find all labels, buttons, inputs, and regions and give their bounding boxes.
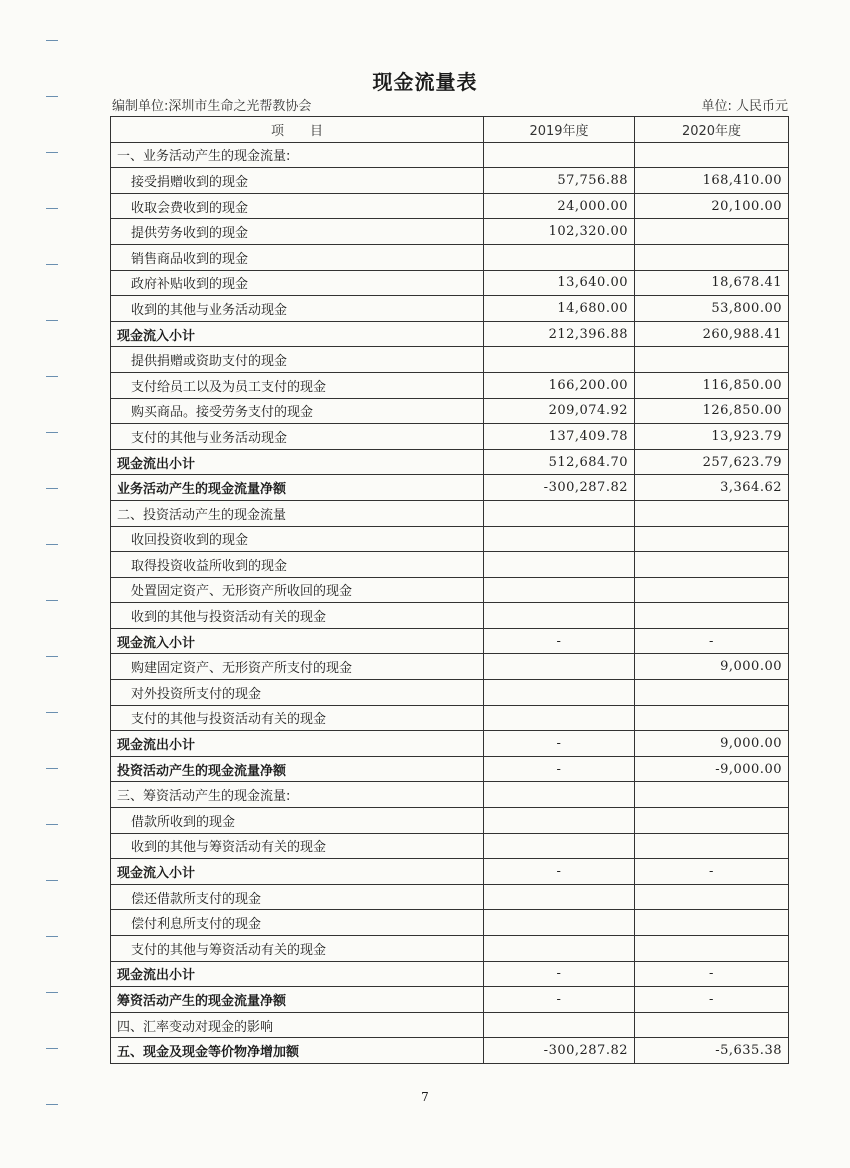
value-2019: [484, 500, 635, 526]
row-label: 投资活动产生的现金流量净额: [111, 756, 484, 782]
row-label: 政府补贴收到的现金: [111, 270, 484, 296]
table-row: [111, 321, 789, 347]
value-2020: -: [635, 628, 789, 654]
row-label: 偿还借款所支付的现金: [111, 884, 484, 910]
row-label: 收到的其他与投资活动有关的现金: [111, 603, 484, 629]
row-label: 四、汇率变动对现金的影响: [111, 1012, 484, 1038]
value-2020: [635, 833, 789, 859]
binder-tick: [46, 96, 58, 97]
binder-margin: [0, 0, 70, 1168]
value-2019: 209,074.92: [484, 398, 635, 424]
value-2020: [635, 219, 789, 245]
value-2020: [635, 884, 789, 910]
value-2020: 126,850.00: [635, 398, 789, 424]
binder-tick: [46, 1104, 58, 1105]
value-2019: [484, 782, 635, 808]
row-label: 收取会费收到的现金: [111, 193, 484, 219]
row-label: 接受捐赠收到的现金: [111, 168, 484, 194]
row-label: 提供劳务收到的现金: [111, 219, 484, 245]
value-2020: [635, 577, 789, 603]
value-2020: [635, 526, 789, 552]
binder-tick: [46, 824, 58, 825]
value-2020: 53,800.00: [635, 296, 789, 322]
table-row: [111, 756, 789, 782]
row-label: 购建固定资产、无形资产所支付的现金: [111, 654, 484, 680]
row-label: 现金流入小计: [111, 859, 484, 885]
binder-tick: [46, 600, 58, 601]
binder-tick: [46, 712, 58, 713]
table-row: [111, 705, 789, 731]
row-label: 五、现金及现金等价物净增加额: [111, 1038, 484, 1064]
value-2019: [484, 603, 635, 629]
row-label: 一、业务活动产生的现金流量:: [111, 142, 484, 168]
value-2020: 9,000.00: [635, 654, 789, 680]
table-row: [111, 654, 789, 680]
value-2020: [635, 347, 789, 373]
binder-tick: [46, 40, 58, 41]
value-2019: [484, 705, 635, 731]
value-2020: -: [635, 859, 789, 885]
table-row: [111, 1038, 789, 1064]
table-row: [111, 219, 789, 245]
value-2019: [484, 552, 635, 578]
binder-tick: [46, 152, 58, 153]
row-label: 偿付利息所支付的现金: [111, 910, 484, 936]
value-2019: -: [484, 859, 635, 885]
row-label: 支付的其他与投资活动有关的现金: [111, 705, 484, 731]
value-2019: [484, 142, 635, 168]
value-2019: -: [484, 756, 635, 782]
value-2020: 18,678.41: [635, 270, 789, 296]
value-2019: -300,287.82: [484, 475, 635, 501]
row-label: 对外投资所支付的现金: [111, 680, 484, 706]
value-2020: 20,100.00: [635, 193, 789, 219]
table-row: [111, 731, 789, 757]
table-row: [111, 1012, 789, 1038]
table-row: [111, 475, 789, 501]
row-label: 收到的其他与筹资活动有关的现金: [111, 833, 484, 859]
value-2019: 24,000.00: [484, 193, 635, 219]
row-label: 购买商品。接受劳务支付的现金: [111, 398, 484, 424]
value-2019: -: [484, 961, 635, 987]
binder-tick: [46, 656, 58, 657]
page-title: 现金流量表: [372, 70, 478, 94]
row-label: 现金流入小计: [111, 628, 484, 654]
row-label: 收回投资收到的现金: [111, 526, 484, 552]
binder-tick: [46, 208, 58, 209]
value-2019: 212,396.88: [484, 321, 635, 347]
header-item: 项 目: [111, 117, 484, 143]
value-2019: 13,640.00: [484, 270, 635, 296]
value-2019: 14,680.00: [484, 296, 635, 322]
value-2020: [635, 142, 789, 168]
row-label: 销售商品收到的现金: [111, 244, 484, 270]
table-row: [111, 500, 789, 526]
row-label: 支付的其他与筹资活动有关的现金: [111, 936, 484, 962]
table-row: [111, 372, 789, 398]
value-2020: 257,623.79: [635, 449, 789, 475]
table-row: [111, 603, 789, 629]
value-2019: [484, 244, 635, 270]
value-2020: [635, 500, 789, 526]
table-row: [111, 987, 789, 1013]
table-row: [111, 936, 789, 962]
row-label: 业务活动产生的现金流量净额: [111, 475, 484, 501]
row-label: 取得投资收益所收到的现金: [111, 552, 484, 578]
binder-tick: [46, 432, 58, 433]
row-label: 现金流出小计: [111, 731, 484, 757]
value-2020: -: [635, 987, 789, 1013]
value-2020: [635, 603, 789, 629]
row-label: 筹资活动产生的现金流量净额: [111, 987, 484, 1013]
value-2019: [484, 910, 635, 936]
value-2019: [484, 936, 635, 962]
table-row: [111, 859, 789, 885]
row-label: 支付的其他与业务活动现金: [111, 424, 484, 450]
value-2019: [484, 833, 635, 859]
row-label: 现金流出小计: [111, 961, 484, 987]
binder-tick: [46, 992, 58, 993]
value-2020: [635, 782, 789, 808]
binder-tick: [46, 488, 58, 489]
row-label: 收到的其他与业务活动现金: [111, 296, 484, 322]
table-row: [111, 833, 789, 859]
binder-tick: [46, 880, 58, 881]
row-label: 支付给员工以及为员工支付的现金: [111, 372, 484, 398]
table-row: [111, 347, 789, 373]
value-2019: [484, 654, 635, 680]
binder-tick: [46, 936, 58, 937]
value-2020: [635, 244, 789, 270]
binder-tick: [46, 768, 58, 769]
value-2019: 57,756.88: [484, 168, 635, 194]
value-2019: [484, 808, 635, 834]
value-2019: 137,409.78: [484, 424, 635, 450]
value-2019: -: [484, 731, 635, 757]
row-label: 处置固定资产、无形资产所收回的现金: [111, 577, 484, 603]
value-2019: 166,200.00: [484, 372, 635, 398]
value-2019: [484, 680, 635, 706]
row-label: 三、筹资活动产生的现金流量:: [111, 782, 484, 808]
value-2020: [635, 910, 789, 936]
table-header-row: [111, 117, 789, 143]
table-row: [111, 424, 789, 450]
table-row: [111, 168, 789, 194]
binder-tick: [46, 376, 58, 377]
currency-unit: 单位: 人民币元: [701, 99, 788, 114]
value-2020: 116,850.00: [635, 372, 789, 398]
row-label: 借款所收到的现金: [111, 808, 484, 834]
row-label: 现金流入小计: [111, 321, 484, 347]
table-row: [111, 193, 789, 219]
page-number: 7: [421, 1090, 429, 1104]
cash-flow-table: [110, 116, 789, 1064]
value-2020: [635, 552, 789, 578]
value-2020: -9,000.00: [635, 756, 789, 782]
table-row: [111, 808, 789, 834]
value-2019: -300,287.82: [484, 1038, 635, 1064]
table-row: [111, 577, 789, 603]
table-row: [111, 526, 789, 552]
table-row: [111, 244, 789, 270]
value-2019: -: [484, 628, 635, 654]
value-2020: -: [635, 961, 789, 987]
value-2020: [635, 936, 789, 962]
table-row: [111, 884, 789, 910]
row-label: 现金流出小计: [111, 449, 484, 475]
value-2020: 13,923.79: [635, 424, 789, 450]
value-2019: [484, 1012, 635, 1038]
table-row: [111, 910, 789, 936]
binder-tick: [46, 320, 58, 321]
value-2020: 260,988.41: [635, 321, 789, 347]
table-row: [111, 961, 789, 987]
binder-tick: [46, 264, 58, 265]
table-row: [111, 398, 789, 424]
value-2019: [484, 884, 635, 910]
value-2020: [635, 680, 789, 706]
table-row: [111, 296, 789, 322]
value-2020: [635, 705, 789, 731]
table-row: [111, 782, 789, 808]
table-row: [111, 552, 789, 578]
value-2019: [484, 526, 635, 552]
header-2020: 2020年度: [635, 117, 789, 143]
value-2020: -5,635.38: [635, 1038, 789, 1064]
value-2020: [635, 1012, 789, 1038]
header-2019: 2019年度: [484, 117, 635, 143]
value-2020: 3,364.62: [635, 475, 789, 501]
value-2020: [635, 808, 789, 834]
table-row: [111, 449, 789, 475]
row-label: 提供捐赠或资助支付的现金: [111, 347, 484, 373]
value-2019: -: [484, 987, 635, 1013]
value-2019: 512,684.70: [484, 449, 635, 475]
binder-tick: [46, 544, 58, 545]
table-row: [111, 680, 789, 706]
table-row: [111, 142, 789, 168]
row-label: 二、投资活动产生的现金流量: [111, 500, 484, 526]
value-2020: 168,410.00: [635, 168, 789, 194]
value-2019: [484, 347, 635, 373]
table-row: [111, 270, 789, 296]
binder-tick: [46, 1048, 58, 1049]
value-2020: 9,000.00: [635, 731, 789, 757]
value-2019: [484, 577, 635, 603]
table-row: [111, 628, 789, 654]
reporting-entity: 编制单位:深圳市生命之光帮教协会: [112, 99, 312, 114]
value-2019: 102,320.00: [484, 219, 635, 245]
